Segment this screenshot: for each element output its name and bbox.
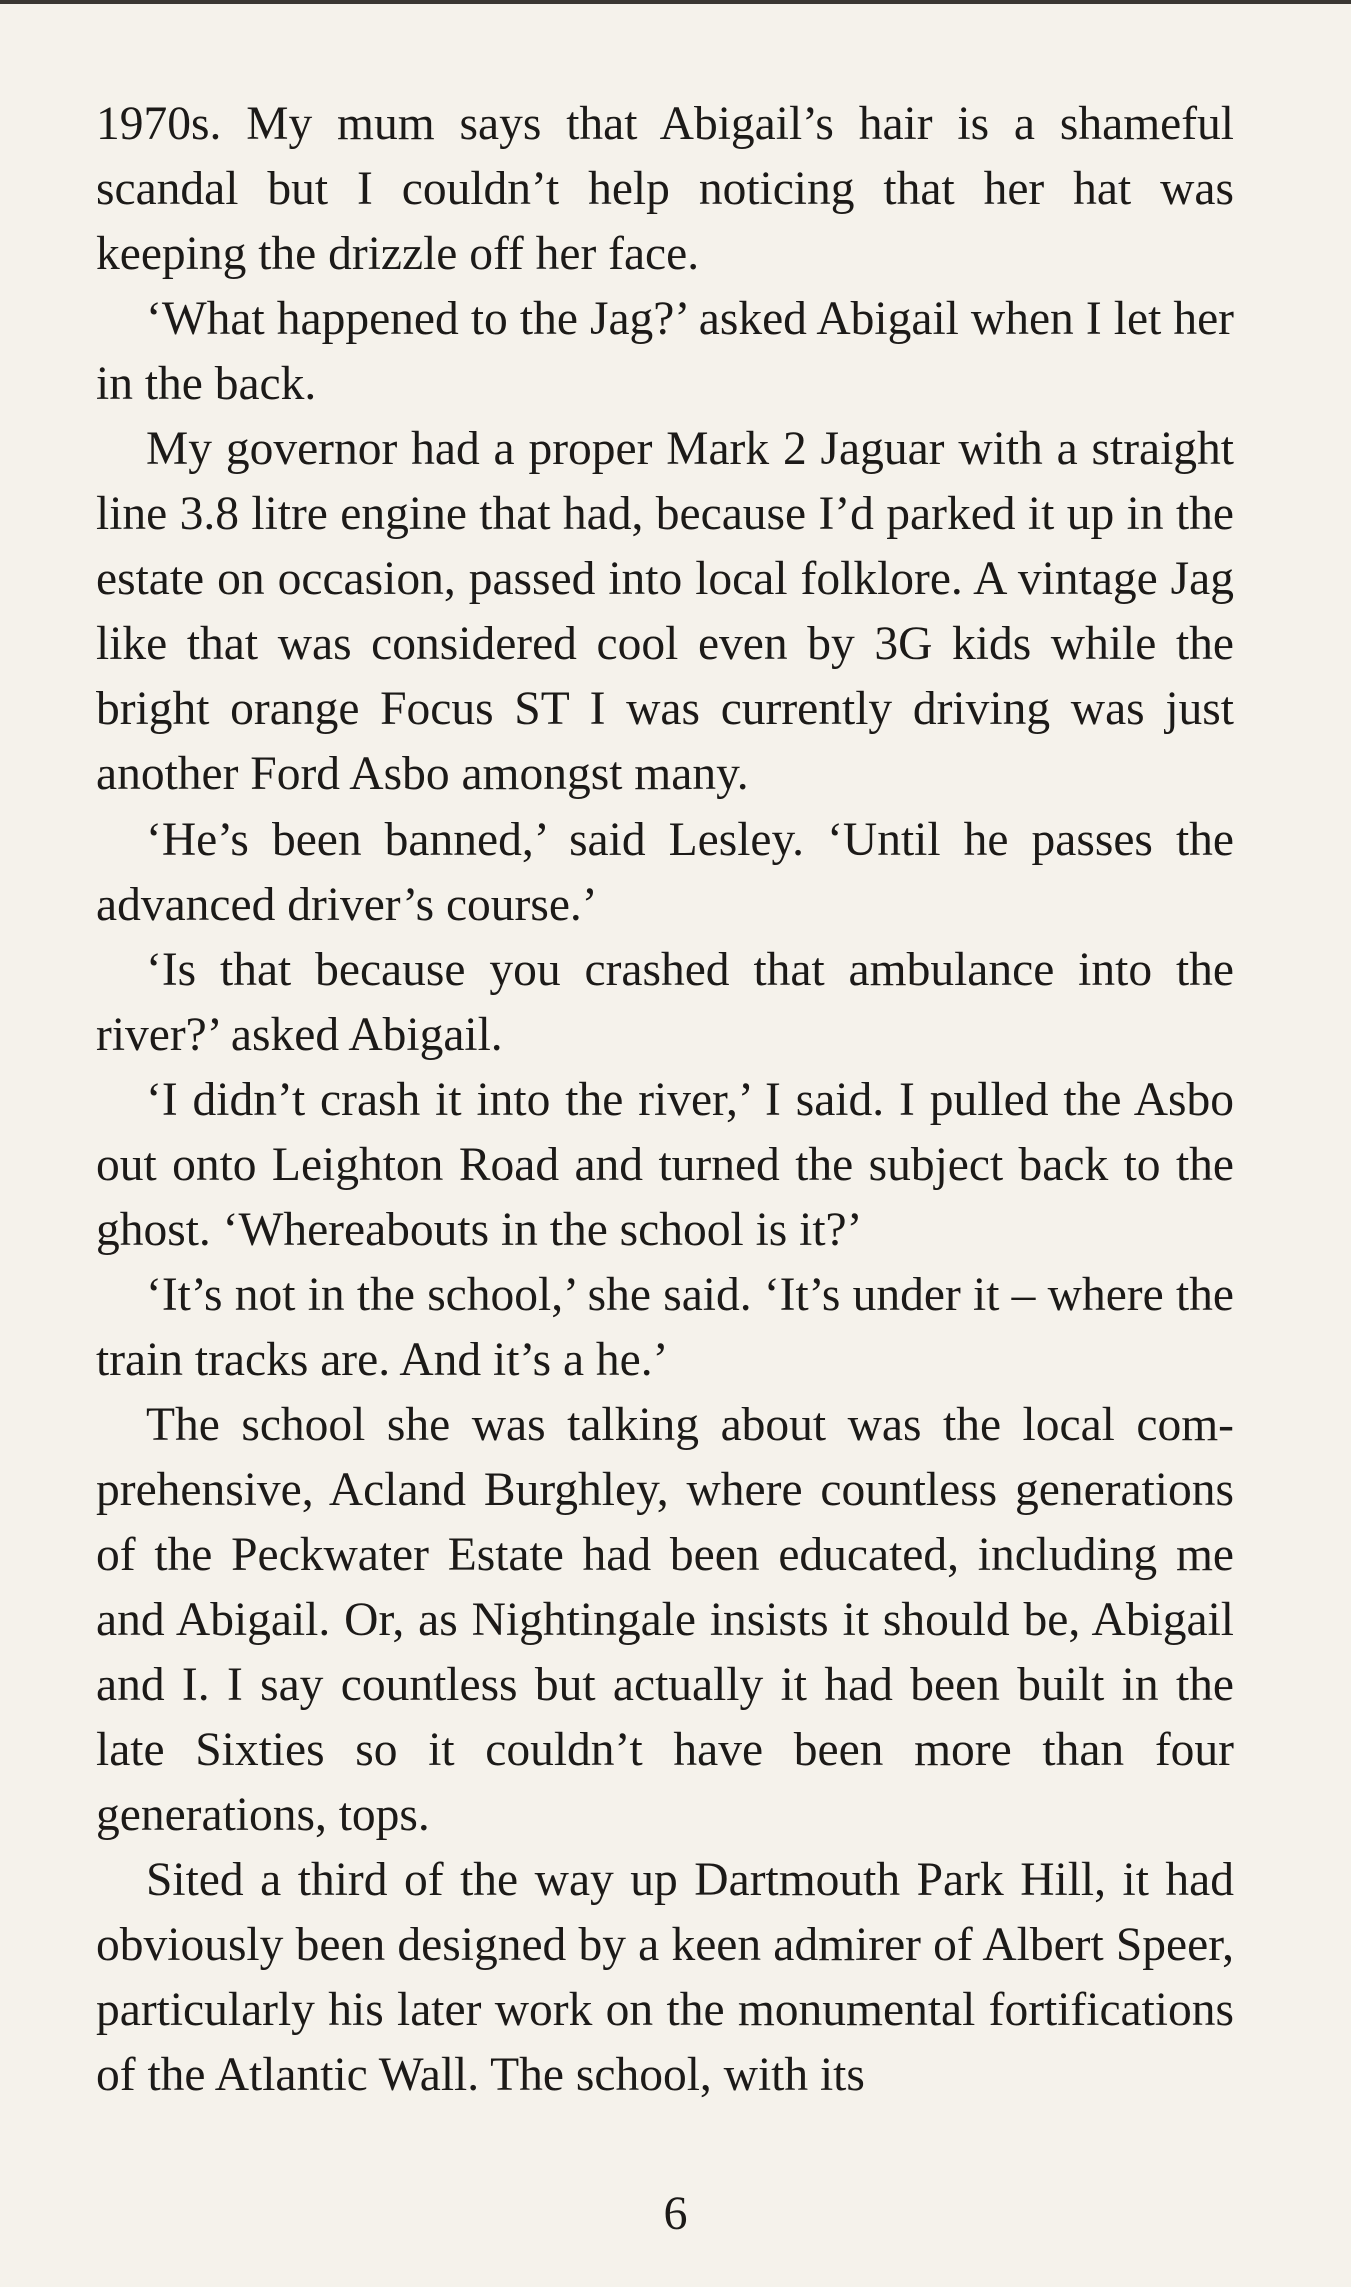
page-number: 6 <box>663 2187 688 2240</box>
body-text <box>96 92 1234 2108</box>
paragraph-3: My governor had a proper Mark 2 Jaguar with a straight line 3.8 litre engine that had, because I’d parked it up in the estate on occasion, passed into local folklore. A vintage Jag like that was considered cool even by 3G kids while the bright orange Focus ST I was currently driving was just another Ford Asbo amongst many. <box>96 423 1234 801</box>
paragraph-7: ‘It’s not in the school,’ she said. ‘It’s under it – where the train tracks are. And it’s a he.’ <box>96 1268 1234 1386</box>
paragraph-8: The school she was talking about was the local comprehensive, Acland Burghley, where countless generations of the Peckwater Estate had been educated, including me and Abigail. Or, as Nightingale insists it should be, Abigail and I. I say countless but actually it had been built in the late Sixties so it couldn’t have been more than four generations, tops. <box>96 1398 1234 1842</box>
paragraph-9: Sited a third of the way up Dartmouth Park Hill, it had obviously been designed by a keen admirer of Albert Speer, particularly his later work on the monumental fortifications of the Atlantic Wall. The school, with its <box>96 1854 1234 2102</box>
top-edge-rule <box>0 0 1351 4</box>
paragraph-2: ‘What happened to the Jag?’ asked Abigail when I let her in the back. <box>96 293 1234 411</box>
paragraph-5: ‘Is that because you crashed that ambulance into the river?’ asked Abigail. <box>96 943 1234 1061</box>
paragraph-4: ‘He’s been banned,’ said Lesley. ‘Until he passes the advanced driver’s course.’ <box>96 813 1234 931</box>
paragraph-1: 1970s. My mum says that Abigail’s hair is a shameful scandal but I couldn’t help noticing that her hat was keeping the drizzle off her face. <box>96 98 1234 281</box>
paragraph-6: ‘I didn’t crash it into the river,’ I said. I pulled the Asbo out onto Leighton Road and turned the subject back to the ghost. ‘Whereabouts in the school is it?’ <box>96 1073 1234 1256</box>
